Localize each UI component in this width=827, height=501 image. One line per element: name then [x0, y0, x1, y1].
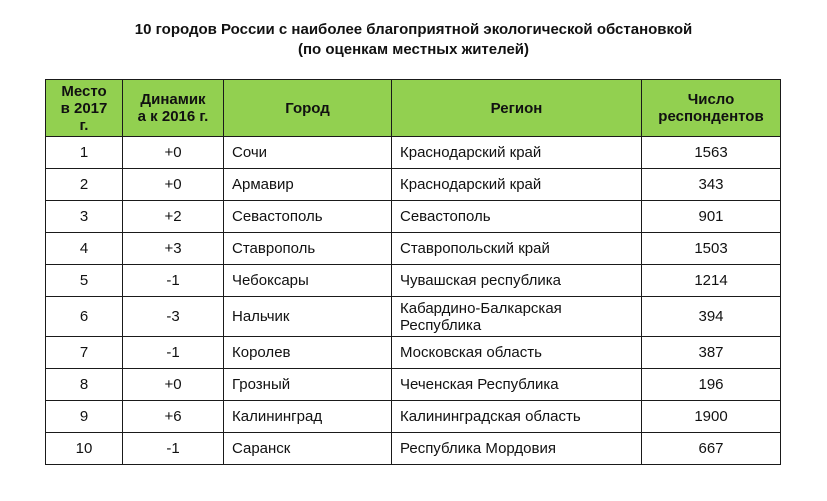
cell-region — [392, 401, 642, 433]
cell-respondents: 1563 — [642, 137, 781, 169]
cell-city: Калининград — [224, 401, 392, 433]
cell-region — [392, 265, 642, 297]
title-line-2: (по оценкам местных жителей) — [297, 41, 530, 58]
header-region: Регион — [392, 80, 642, 137]
cell-place: 3 — [46, 201, 123, 233]
cell-city: Армавир — [224, 169, 392, 201]
cell-respondents: 1214 — [642, 265, 781, 297]
cell-city: Сочи — [224, 137, 392, 169]
table-row — [46, 337, 781, 369]
cell-place: 8 — [46, 369, 123, 401]
cell-city: Грозный — [224, 369, 392, 401]
cell-region — [392, 433, 642, 465]
cities-table — [45, 79, 781, 465]
header-city: Город — [224, 80, 392, 137]
table-row — [46, 401, 781, 433]
header-place: Место в 2017 г. — [46, 80, 123, 137]
title-line-1: 10 городов России с наиболее благоприятной экологической обстановкой — [134, 21, 693, 38]
cell-respondents: 667 — [642, 433, 781, 465]
cell-region — [392, 233, 642, 265]
cell-respondents: 196 — [642, 369, 781, 401]
cell-respondents: 387 — [642, 337, 781, 369]
cell-dynamics: +3 — [123, 233, 224, 265]
cell-respondents: 901 — [642, 201, 781, 233]
cell-dynamics: +0 — [123, 137, 224, 169]
cell-region — [392, 137, 642, 169]
cell-dynamics: -1 — [123, 265, 224, 297]
table-row — [46, 369, 781, 401]
cell-place: 5 — [46, 265, 123, 297]
region-line: Краснодарский край — [400, 144, 542, 161]
table-row — [46, 137, 781, 169]
table-body — [46, 137, 781, 465]
region-line: Ставропольский край — [400, 240, 550, 257]
table-row — [46, 201, 781, 233]
cell-region — [392, 369, 642, 401]
cell-respondents: 343 — [642, 169, 781, 201]
cell-region — [392, 169, 642, 201]
cell-dynamics: +2 — [123, 201, 224, 233]
region-line: Республика Мордовия — [400, 440, 556, 457]
cell-city: Севастополь — [224, 201, 392, 233]
cell-place: 9 — [46, 401, 123, 433]
cell-place: 4 — [46, 233, 123, 265]
cell-dynamics: +0 — [123, 169, 224, 201]
table-row — [46, 265, 781, 297]
table-row — [46, 169, 781, 201]
cell-dynamics: -3 — [123, 297, 224, 337]
cell-respondents: 1900 — [642, 401, 781, 433]
region-line: Севастополь — [400, 208, 491, 225]
cell-dynamics: +6 — [123, 401, 224, 433]
cell-region — [392, 201, 642, 233]
cell-place: 1 — [46, 137, 123, 169]
cell-city: Чебоксары — [224, 265, 392, 297]
cell-respondents: 1503 — [642, 233, 781, 265]
cell-dynamics: -1 — [123, 337, 224, 369]
region-line: Чеченская Республика — [400, 376, 559, 393]
cell-place: 10 — [46, 433, 123, 465]
table-row — [46, 233, 781, 265]
cell-city: Нальчик — [224, 297, 392, 337]
page-title — [0, 20, 827, 60]
region-line: Краснодарский край — [400, 176, 542, 193]
table-row — [46, 297, 781, 337]
cell-place: 7 — [46, 337, 123, 369]
region-line: Калининградская область — [400, 408, 581, 425]
header-respondents: Число респондентов — [642, 80, 781, 137]
region-line: Кабардино-Балкарская — [400, 299, 562, 317]
region-line: Республика — [400, 316, 482, 334]
table-header-row — [46, 80, 781, 137]
cell-city: Королев — [224, 337, 392, 369]
cell-place: 6 — [46, 297, 123, 337]
cell-dynamics: +0 — [123, 369, 224, 401]
cell-respondents: 394 — [642, 297, 781, 337]
cell-region — [392, 297, 642, 337]
cell-region — [392, 337, 642, 369]
header-dynamics: Динамик а к 2016 г. — [123, 80, 224, 137]
cell-city: Ставрополь — [224, 233, 392, 265]
cell-dynamics: -1 — [123, 433, 224, 465]
cell-city: Саранск — [224, 433, 392, 465]
table-row — [46, 433, 781, 465]
cell-place: 2 — [46, 169, 123, 201]
region-line: Чувашская республика — [400, 272, 561, 289]
region-line: Московская область — [400, 344, 542, 361]
